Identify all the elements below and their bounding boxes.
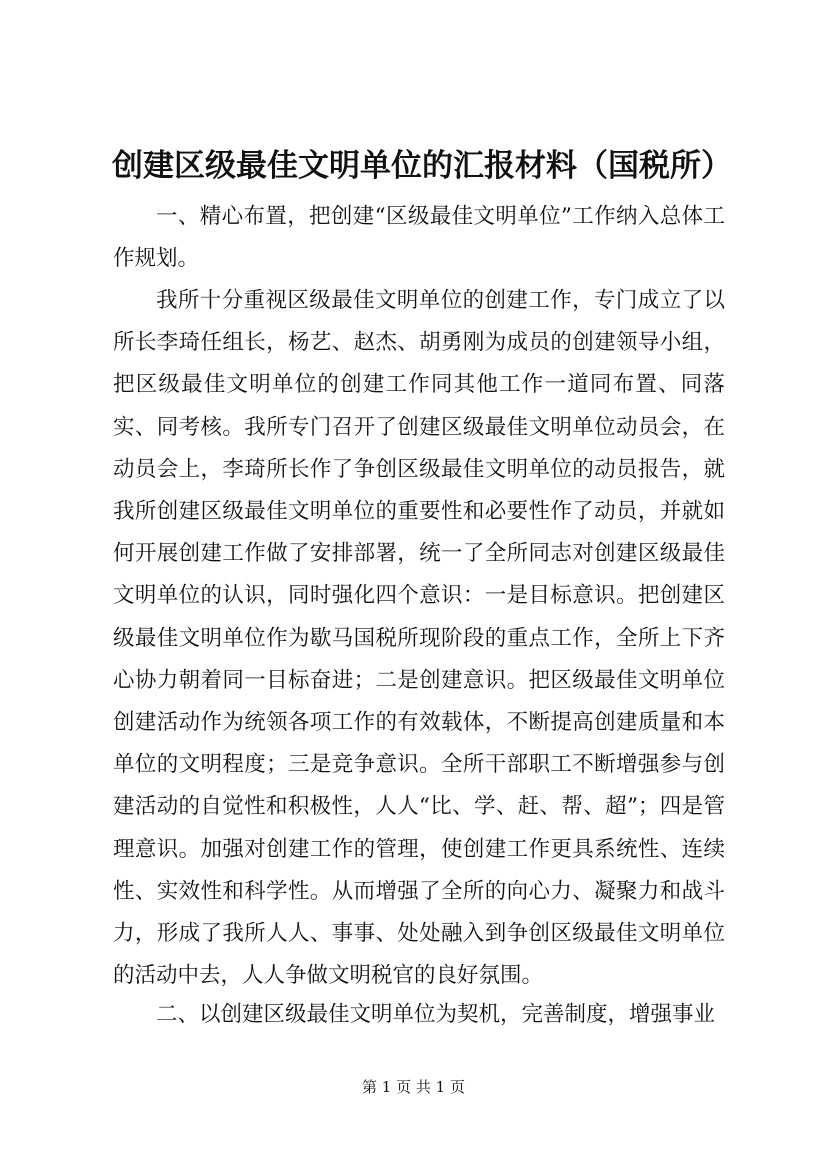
page-footer: 第 1 页 共 1 页 <box>362 1078 465 1096</box>
body-paragraph: 我所十分重视区级最佳文明单位的创建工作，专门成立了以所长李琦任组长，杨艺、赵杰、胡勇刚为成员的创建领导小组，把区级最佳文明单位的创建工作同其他工作一道同布置、同落实、同考核。我所专门召开了创建区级最佳文明单位动员会，在动员会上，李琦所长作了争创区级最佳文明单位的动员报告，就我所创建区级最佳文明单位的重要性和必要性作了动员，并就如何开展创建工作做了安排部署，统一了全所同志对创建区级最佳文明单位的认识，同时强化四个意识：一是目标意识。把创建区级最佳文明单位作为歇马国税所现阶段的重点工作，全所上下齐心协力朝着同一目标奋进；二是创建意识。把区级最佳文明单位创建活动作为统领各项工作的有效载体，不断提高创建质量和本单位的文明程度；三是竞争意识。全所干部职工不断增强参与创建活动的自觉性和积极性，人人“比、学、赶、帮、超”；四是管理意识。加强对创建工作的管理，使创建工作更具系统性、连续性、实效性和科学性。从而增强了全所的向心力、凝聚力和战斗力，形成了我所人人、事事、处处融入到争创区级最佳文明单位的活动中去，人人争做文明税官的良好氛围。 <box>113 288 725 989</box>
section-heading-1: 一、精心布置，把创建“区级最佳文明单位”工作纳入总体工作规划。 <box>113 204 725 272</box>
section-heading-2: 二、以创建区级最佳文明单位为契机，完善制度，增强事业 <box>156 1002 716 1027</box>
document-title: 创建区级最佳文明单位的汇报材料（国税所） <box>112 148 732 184</box>
